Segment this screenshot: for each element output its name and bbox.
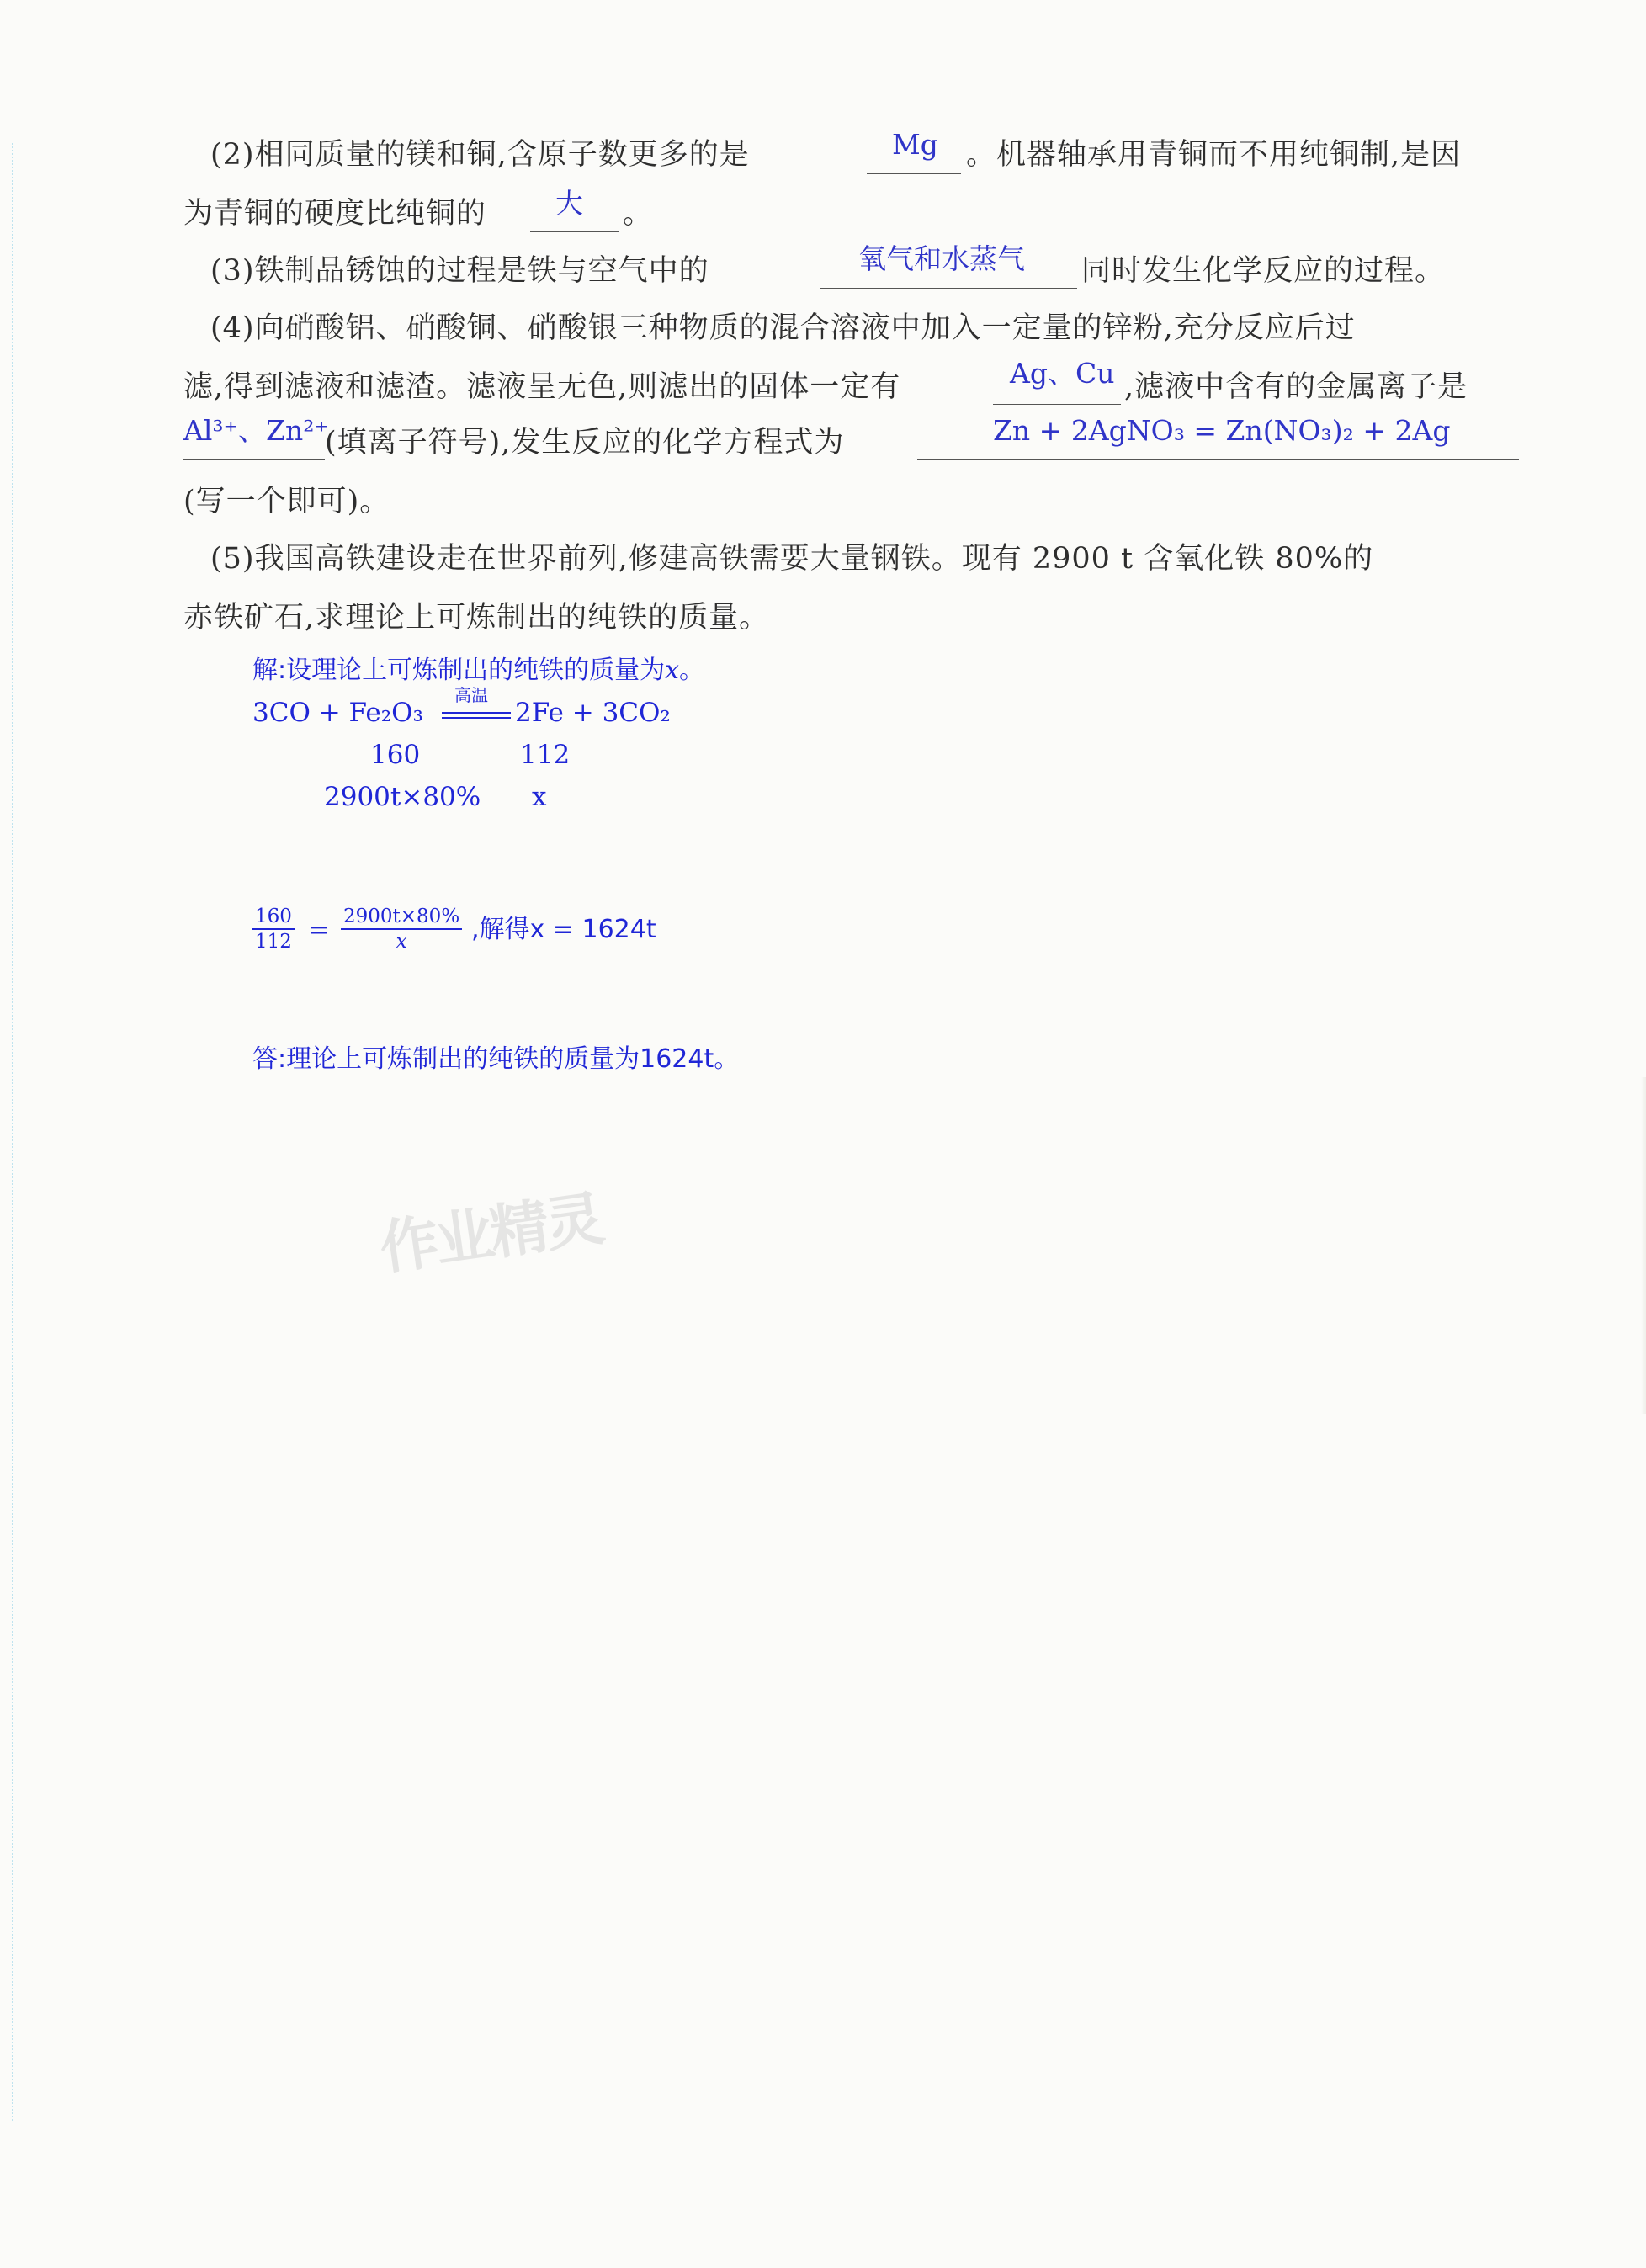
fraction-1-numerator: 160 — [252, 905, 295, 930]
q2-line2-a: 为青铜的硬度比纯铜的 — [183, 197, 487, 231]
reaction-left: 3CO + Fe₂O₃ — [252, 698, 423, 728]
q2-line1-a: (2)相同质量的镁和铜,含原子数更多的是 — [210, 138, 750, 172]
q4-line2-a: 滤,得到滤液和滤渣。滤液呈无色,则滤出的固体一定有 — [183, 370, 901, 404]
q4-answer-equation: Zn + 2AgNO₃ = Zn(NO₃)₂ + 2Ag — [993, 414, 1451, 447]
q5-line1: (5)我国高铁建设走在世界前列,修建高铁需要大量钢铁。现有 2900 t 含氧化铁 80%的 — [210, 542, 1374, 576]
q4-answer-solid: Ag、Cu — [1010, 357, 1115, 390]
q2-answer-2: 大 — [555, 187, 583, 220]
fraction-2-denominator: x — [396, 931, 407, 953]
q2-line1-b: 。机器轴承用青铜而不用纯铜制,是因 — [966, 138, 1462, 172]
q3-answer: 氧气和水蒸气 — [858, 242, 1025, 275]
given-mass: 2900t×80% — [324, 782, 481, 812]
solution-let-var: x — [665, 656, 680, 685]
solution-answer: 答:理论上可炼制出的纯铁的质量为1624t。 — [252, 1044, 740, 1074]
fraction-2-numerator: 2900t×80% — [341, 905, 462, 930]
q4-blank-solid — [993, 404, 1121, 405]
q4-line3-a: (填离子符号),发生反应的化学方程式为 — [325, 426, 845, 459]
solution-let-text: 解:设理论上可炼制出的纯铁的质量为 — [252, 656, 666, 685]
q2-blank-2 — [530, 231, 619, 232]
q3-line-a: (3)铁制品锈蚀的过程是铁与空气中的 — [210, 254, 709, 288]
q4-line2-b: ,滤液中含有的金属离子是 — [1124, 370, 1468, 404]
q3-blank — [820, 288, 1077, 289]
q4-blank-equation — [917, 459, 1519, 460]
molar-mass-fe: 112 — [520, 740, 571, 770]
q3-line-b: 同时发生化学反应的过程。 — [1081, 254, 1446, 288]
q4-line1: (4)向硝酸铝、硝酸铜、硝酸银三种物质的混合溶液中加入一定量的锌粉,充分反应后过 — [210, 311, 1356, 345]
q4-line4: (写一个即可)。 — [183, 485, 390, 518]
reaction-right: 2Fe + 3CO₂ — [515, 698, 671, 728]
reaction-condition: 高温 — [454, 685, 488, 705]
unknown-mass: x — [532, 782, 547, 812]
fraction-1-denominator: 112 — [255, 931, 292, 953]
molar-mass-fe2o3: 160 — [370, 740, 421, 770]
q2-answer-1: Mg — [892, 128, 938, 161]
reaction-bar-top — [442, 712, 511, 714]
q5-line2: 赤铁矿石,求理论上可炼制出的纯铁的质量。 — [183, 601, 770, 635]
fraction-mass-ratio — [252, 905, 295, 953]
watermark-logo: 作业精灵 — [375, 1183, 606, 1283]
fraction-given-ratio — [341, 905, 462, 953]
reaction-bar-bottom — [442, 717, 511, 719]
page-edge-right — [1641, 1077, 1646, 1414]
q4-blank-ions — [183, 459, 325, 460]
proportion-equals: = — [308, 915, 330, 945]
q4-answer-ions: Al³⁺、Zn²⁺ — [183, 414, 329, 447]
page-edge-left — [12, 143, 13, 2121]
solution-let-end: 。 — [679, 656, 705, 685]
q2-blank-1 — [867, 173, 961, 174]
q2-line2-b: 。 — [623, 197, 654, 231]
solution-let — [252, 655, 704, 687]
solution-result: ,解得x = 1624t — [471, 915, 656, 944]
